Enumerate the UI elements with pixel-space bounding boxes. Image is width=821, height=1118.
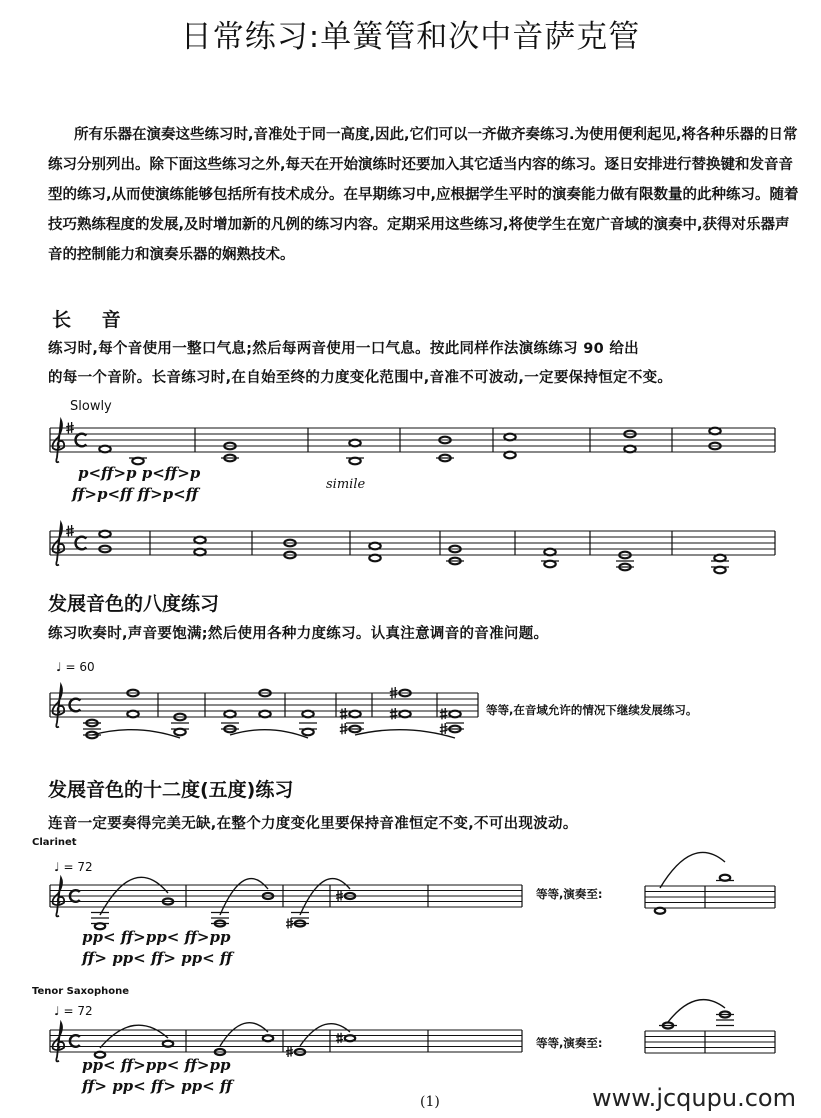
whole-note (127, 711, 138, 718)
sharp-icon (336, 1033, 343, 1043)
whole-note (369, 543, 380, 550)
whole-note (174, 729, 185, 736)
page-title: 日常练习:单簧管和次中音萨克管 (180, 19, 641, 55)
whole-note (714, 567, 725, 574)
slur (100, 1025, 168, 1048)
whole-note (194, 549, 205, 556)
dynamics: pp< ff>pp< ff>pp (82, 928, 231, 946)
slur (300, 1024, 350, 1046)
dynamics: pp< ff>pp< ff>pp (82, 1056, 231, 1074)
dynamics: ff> pp< ff> pp< ff (82, 949, 233, 967)
whole-note (345, 1035, 355, 1041)
treble-clef-icon (53, 878, 65, 917)
whole-note (504, 434, 515, 441)
dynamics: ff> pp< ff> pp< ff (82, 1077, 233, 1095)
whole-note (194, 537, 205, 544)
treble-clef-icon (53, 523, 65, 565)
continuation-note: 等等,演奏至: (536, 887, 603, 901)
whole-note (369, 555, 380, 562)
watermark: www.jcqupu.com (592, 1084, 796, 1112)
whole-note (449, 711, 460, 718)
tempo-marking: ♩ = 72 (54, 1004, 93, 1018)
treble-clef-icon (53, 1023, 65, 1062)
dynamics: ff>p<ff ff>p<ff (72, 485, 199, 503)
slur (92, 730, 180, 738)
whole-note (544, 549, 555, 556)
section-text: 练习吹奏时,声音要饱满;然后使用各种力度练习。认真注意调音的音准问题。 (48, 626, 549, 642)
whole-note (95, 1052, 105, 1058)
section-heading-long-tones: 长 音 (52, 309, 133, 331)
whole-note (263, 1035, 273, 1041)
whole-note (132, 458, 143, 465)
whole-note (99, 446, 110, 453)
whole-note (714, 555, 725, 562)
section-heading-twelfths: 发展音色的十二度(五度)练习 (48, 779, 294, 801)
whole-note (99, 531, 110, 538)
whole-note (655, 908, 665, 914)
slur (220, 879, 268, 915)
tempo-marking: Slowly (70, 399, 112, 414)
whole-note (163, 1041, 173, 1047)
dynamics: p<ff>p p<ff>p (78, 464, 201, 482)
whole-note (504, 452, 515, 459)
whole-note (349, 711, 360, 718)
sharp-icon (390, 708, 398, 719)
slur (660, 852, 725, 888)
whole-note (302, 729, 313, 736)
section-text: 的每一个音阶。长音练习时,在自始至终的力度变化范围中,音准不可波动,一定要保持恒定不变。 (48, 370, 673, 386)
tempo-marking: ♩ = 60 (56, 660, 95, 674)
continuation-note: 等等,演奏至: (536, 1036, 603, 1050)
tempo-marking: ♩ = 72 (54, 860, 93, 874)
whole-note (544, 561, 555, 568)
instrument-label-saxophone: Tenor Saxophone (32, 986, 129, 997)
slur (668, 1000, 725, 1022)
section-heading-octaves: 发展音色的八度练习 (48, 593, 220, 615)
page-number: (1) (420, 1094, 440, 1110)
whole-note (259, 711, 270, 718)
whole-note (302, 711, 313, 718)
simile-marking: simile (326, 477, 366, 492)
sharp-icon (340, 708, 348, 719)
whole-note (624, 446, 635, 453)
whole-note (95, 923, 105, 929)
instrument-label-clarinet: Clarinet (32, 837, 77, 848)
whole-note (349, 440, 360, 447)
whole-note (224, 711, 235, 718)
whole-note (399, 711, 410, 718)
section-text: 练习时,每个音使用一整口气息;然后每两音使用一口气息。按此同样作法演练练习 90 给出 (48, 341, 639, 357)
whole-note (720, 875, 730, 881)
sharp-icon (440, 708, 448, 719)
slur (220, 1023, 268, 1046)
intro-paragraph: 所有乐器在演奏这些练习时,音准处于同一高度,因此,它们可以一齐做齐奏练习.为使用便利起见,将各种乐器的日常练习分别列出。除下面这些练习之外,每天在开始演练时还要加入其它适当内容的练习。逐日安排进行替换键和发音音型的练习,从而使演练能够包括所有技术成分。在早期练习中,应根据学生平时的演奏能力做有限数量的此种练习。随着技巧熟练程度的发展,及时增加新的凡例的练习内容。定期采用这些练习,将使学生在宽广音域的演奏中,获得对乐器声音的控制能力和演奏乐器的娴熟技术。 (48, 127, 799, 263)
treble-clef-icon (53, 420, 65, 462)
whole-note (349, 458, 360, 465)
continuation-note: 等等,在音域允许的情况下继续发展练习。 (486, 703, 698, 717)
slur (230, 730, 308, 738)
section-text: 连音一定要奏得完美无缺,在整个力度变化里要保持音准恒定不变,不可出现波动。 (48, 816, 578, 832)
treble-clef-icon (53, 685, 65, 727)
whole-note (709, 428, 720, 435)
